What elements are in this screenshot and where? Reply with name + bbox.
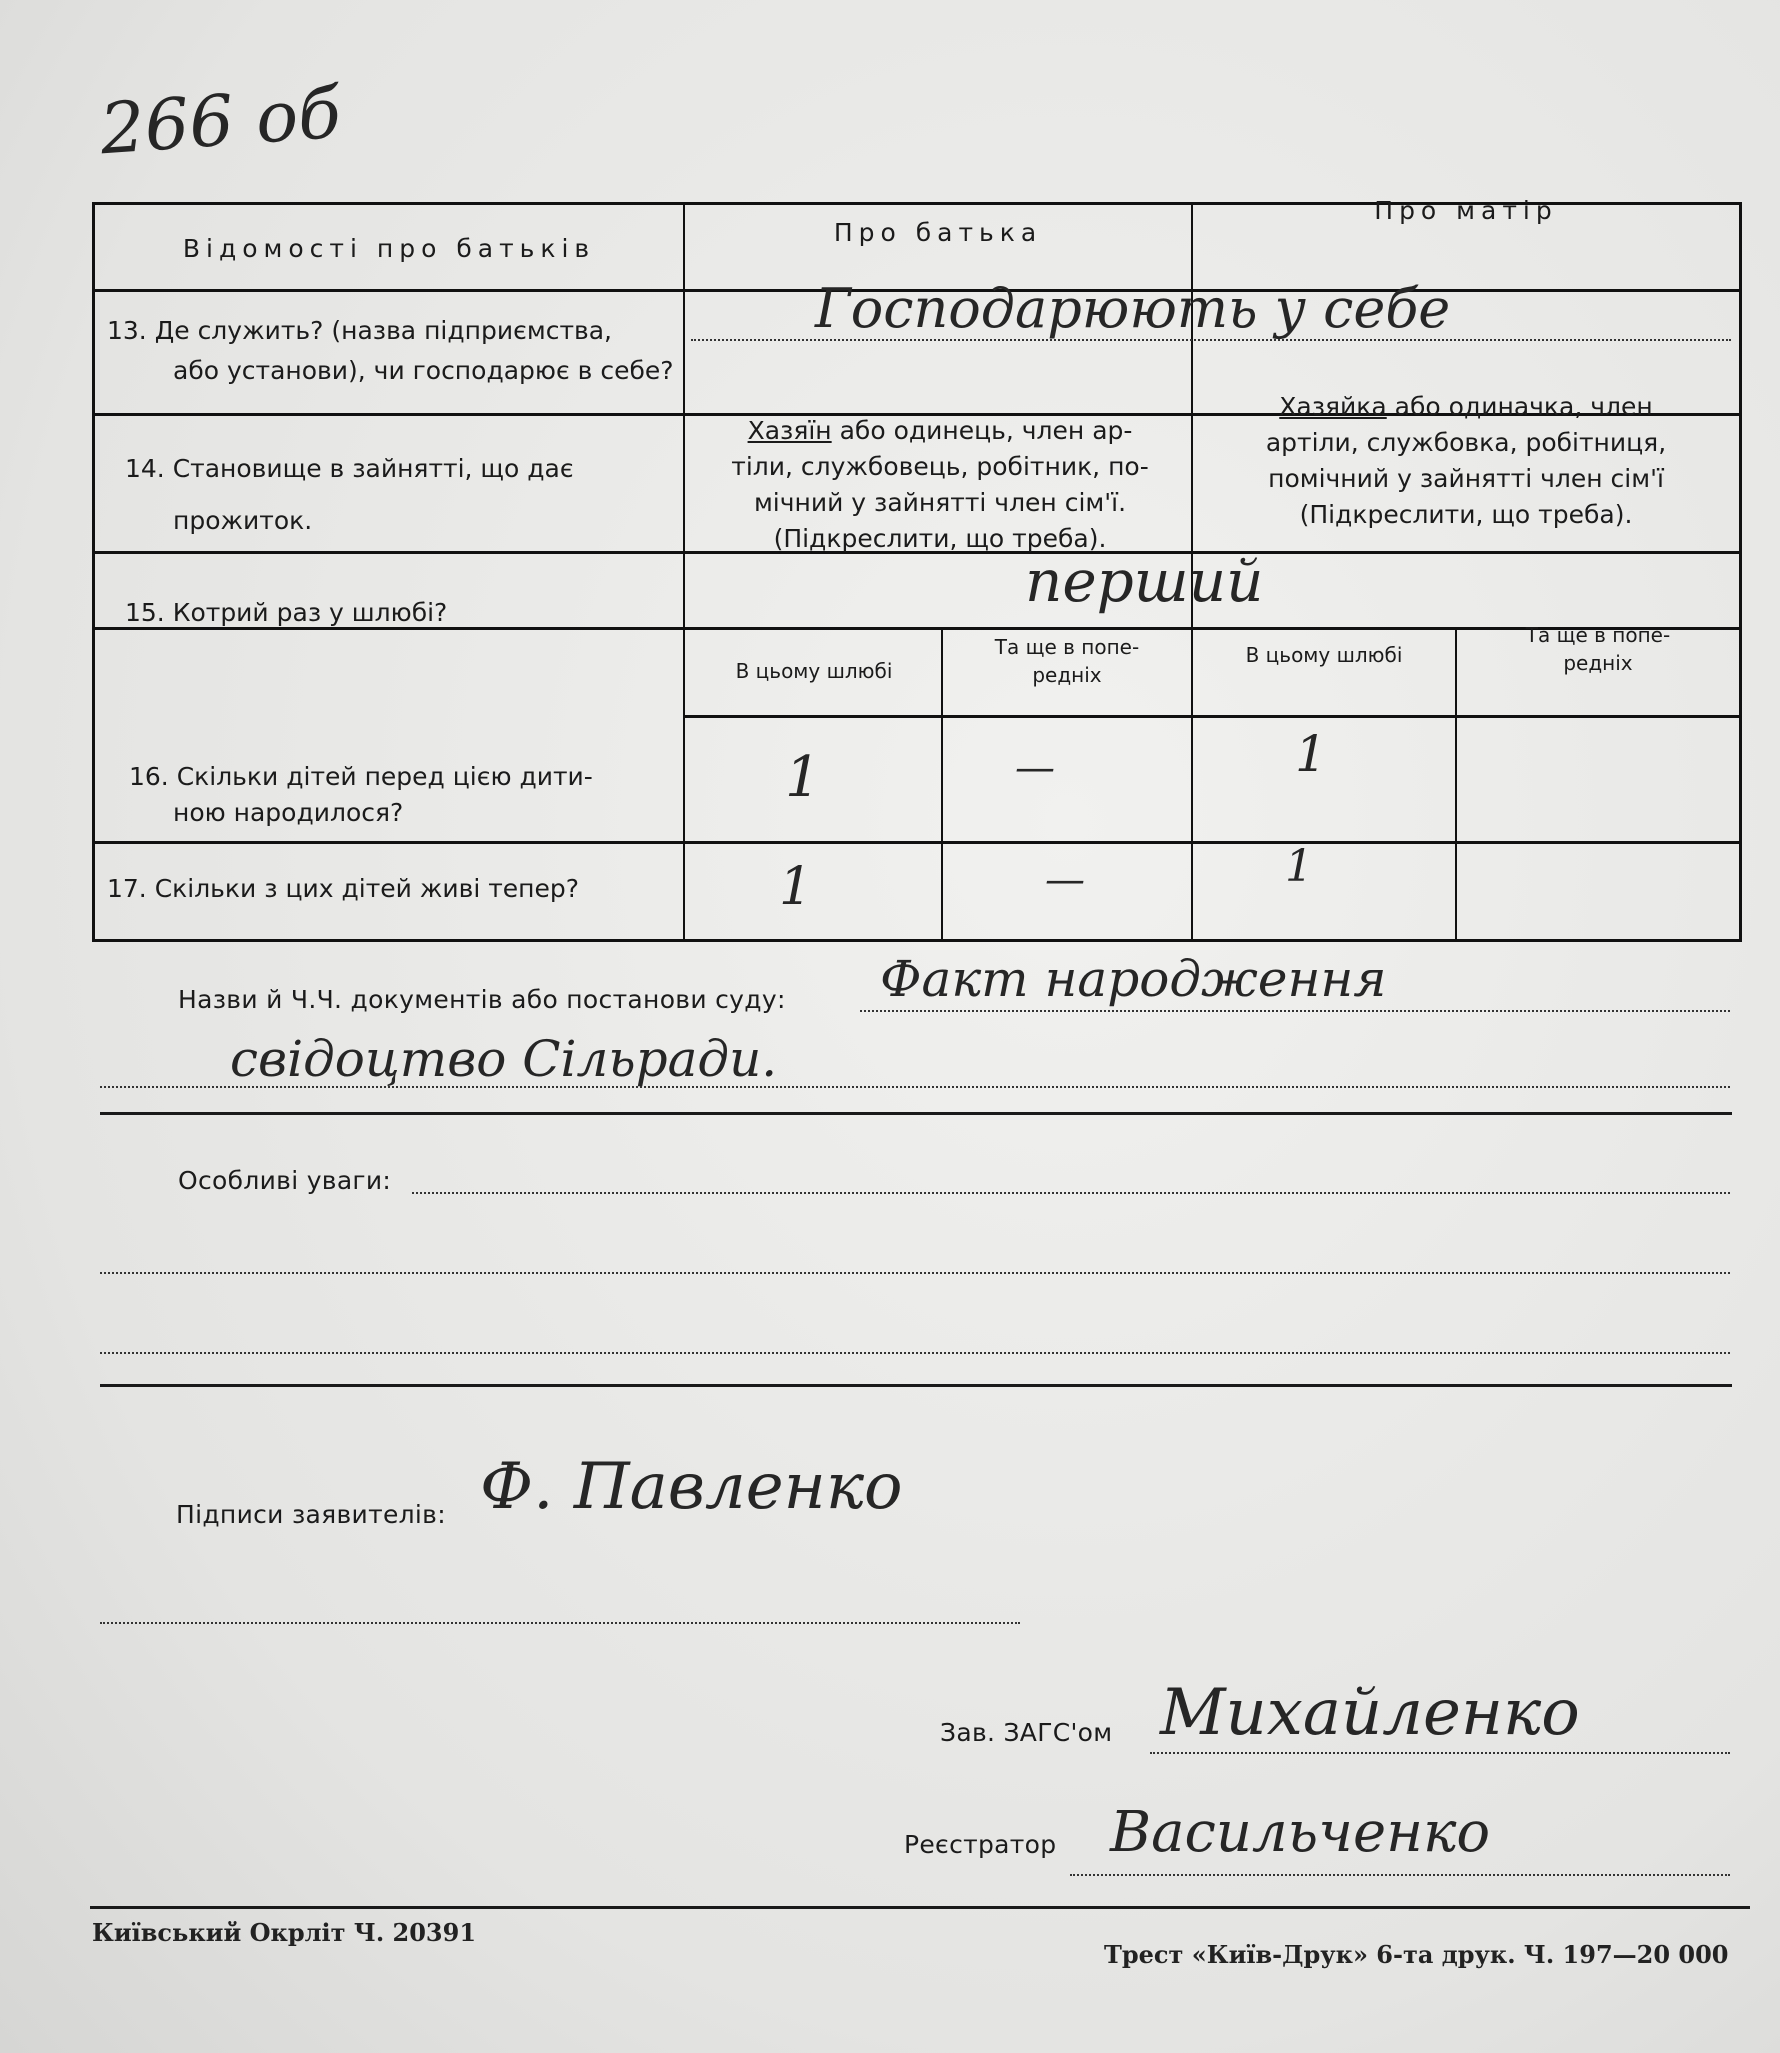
header-mother: Про матір xyxy=(1374,196,1558,225)
row14-father-options: Хазяїн або одинець, член ар- тіли, службовець, робітник, по- мічний у зайнятті член сім'ї. (Підкреслити, що треба). xyxy=(731,416,1149,553)
subheader-mother-this: В цьому шлюбі xyxy=(1245,643,1403,667)
row17-father-prev: — xyxy=(1045,857,1085,903)
documents-value-line2: свідоцтво Сільради. xyxy=(230,1030,778,1088)
subheader-mother-prev: Та ще в попе- редніх xyxy=(1525,623,1671,675)
father-underlined-option: Хазяїн xyxy=(747,416,832,445)
documents-label: Назви й Ч.Ч. документів або постанови суду: xyxy=(178,985,786,1014)
zags-signature: Михайленко xyxy=(1160,1676,1580,1750)
row17-mother-this: 1 xyxy=(1285,841,1313,892)
row16-father-prev: — xyxy=(1015,745,1055,791)
row13-label-line1: 13. Де служить? (назва підприємства, xyxy=(107,316,613,345)
remarks-label: Особливі уваги: xyxy=(178,1166,392,1195)
footer-censor-number: Київський Окрліт Ч. 20391 xyxy=(92,1918,477,1947)
header-parents-info: Відомості про батьків xyxy=(182,234,596,263)
row16-label-line1: 16. Скільки дітей перед цією дити- xyxy=(129,762,593,791)
row14-label-line2: прожиток. xyxy=(173,506,313,535)
documents-value-line1: Факт народження xyxy=(880,950,1387,1008)
mother-underlined-option: Хазяйка xyxy=(1279,392,1387,421)
subheader-father-this: В цьому шлюбі xyxy=(735,659,893,683)
registrar-label: Реєстратор xyxy=(904,1830,1057,1859)
row13-label-line2: або установи), чи господарює в себе? xyxy=(173,356,674,385)
row16-father-this: 1 xyxy=(785,745,821,810)
header-father: Про батька xyxy=(833,218,1043,247)
row13-answer: Господарюють у себе xyxy=(815,277,1451,340)
row15-answer: перший xyxy=(1025,547,1264,615)
row15-label: 15. Котрий раз у шлюбі? xyxy=(125,598,448,627)
archive-mark: 266 об xyxy=(97,71,344,171)
row16-mother-this: 1 xyxy=(1295,725,1327,783)
row16-label-line2: ною народилося? xyxy=(173,798,404,827)
row14-label-line1: 14. Становище в зайнятті, що дає xyxy=(125,454,574,483)
footer-printer: Трест «Київ-Друк» 6-та друк. Ч. 197—20 000 xyxy=(1104,1940,1729,1969)
zags-label: Зав. ЗАГС'ом xyxy=(940,1718,1113,1747)
row17-label: 17. Скільки з цих дітей живі тепер? xyxy=(107,874,580,903)
subheader-father-prev: Та ще в попе- редніх xyxy=(994,635,1140,687)
applicants-signature: Ф. Павленко xyxy=(480,1450,903,1524)
parents-info-table xyxy=(92,196,1742,942)
row14-mother-options: Хазяйка або одиначка, член артіли, службовка, робітниця, помічний у зайнятті член сім'ї (Підкреслити, що треба). xyxy=(1265,392,1667,529)
applicants-label: Підписи заявителів: xyxy=(176,1500,446,1529)
row17-father-this: 1 xyxy=(779,857,813,917)
registrar-signature: Васильченко xyxy=(1110,1800,1491,1865)
